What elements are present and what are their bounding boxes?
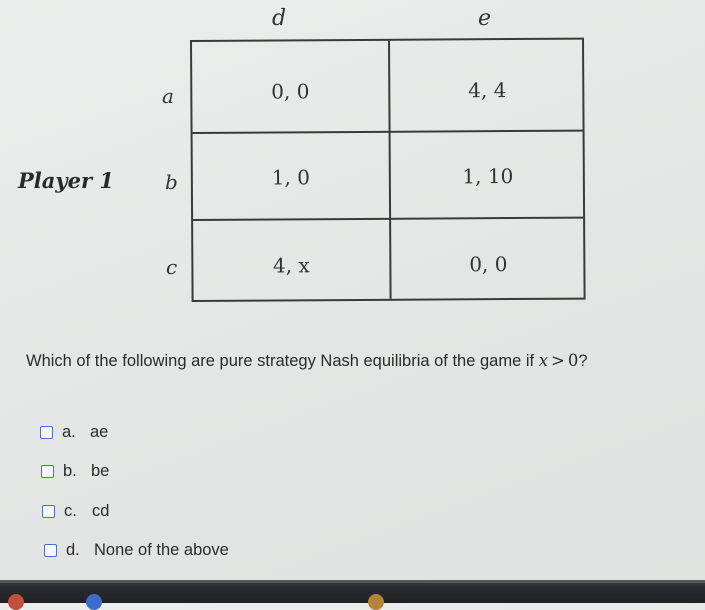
payoff-matrix bbox=[190, 38, 586, 302]
option-a[interactable] bbox=[40, 423, 108, 442]
column-label-e: e bbox=[478, 6, 492, 31]
option-c-letter: c. bbox=[64, 502, 77, 520]
row-label-b: b bbox=[165, 170, 178, 194]
option-a-letter: a. bbox=[62, 423, 76, 441]
option-d-text: None of the above bbox=[94, 541, 229, 559]
option-b-letter: b. bbox=[63, 462, 77, 480]
option-b-checkbox[interactable] bbox=[41, 465, 54, 478]
option-c-checkbox[interactable] bbox=[42, 505, 55, 518]
math-variable: x bbox=[538, 351, 548, 370]
option-b-text: be bbox=[91, 462, 110, 480]
option-c-text: cd bbox=[92, 502, 110, 520]
option-c[interactable] bbox=[42, 502, 109, 521]
option-a-text: ae bbox=[90, 423, 109, 441]
row-divider-1 bbox=[193, 130, 583, 134]
payoff-cell-ae: 4, 4 bbox=[468, 78, 507, 103]
bezel-highlight bbox=[0, 580, 705, 583]
option-d[interactable] bbox=[44, 541, 229, 560]
option-b[interactable] bbox=[41, 462, 109, 481]
payoff-cell-ad: 0, 0 bbox=[271, 79, 310, 104]
player-1-label: Player 1 bbox=[18, 168, 114, 193]
row-label-c: c bbox=[166, 255, 178, 279]
column-label-d: d bbox=[272, 6, 287, 31]
dock-icon[interactable] bbox=[368, 594, 384, 610]
payoff-cell-ce: 0, 0 bbox=[469, 252, 508, 277]
question-prefix: Which of the following are pure strategy Nash equilibria of the game if bbox=[26, 352, 539, 370]
payoff-cell-bd: 1, 0 bbox=[271, 165, 310, 190]
option-a-checkbox[interactable] bbox=[40, 426, 53, 439]
option-d-letter: d. bbox=[66, 541, 80, 559]
dock-icon[interactable] bbox=[8, 594, 24, 610]
math-operator: > bbox=[551, 351, 565, 370]
payoff-cell-be: 1, 10 bbox=[462, 164, 514, 189]
dock-icon[interactable] bbox=[86, 594, 102, 610]
question-text bbox=[26, 351, 588, 371]
option-d-checkbox[interactable] bbox=[44, 544, 57, 557]
row-divider-2 bbox=[193, 217, 583, 221]
math-number: 0 bbox=[567, 351, 579, 370]
bottom-bezel bbox=[0, 580, 705, 603]
row-label-a: a bbox=[162, 84, 174, 108]
payoff-cell-cd: 4, x bbox=[272, 253, 310, 278]
question-suffix: ? bbox=[578, 352, 588, 370]
